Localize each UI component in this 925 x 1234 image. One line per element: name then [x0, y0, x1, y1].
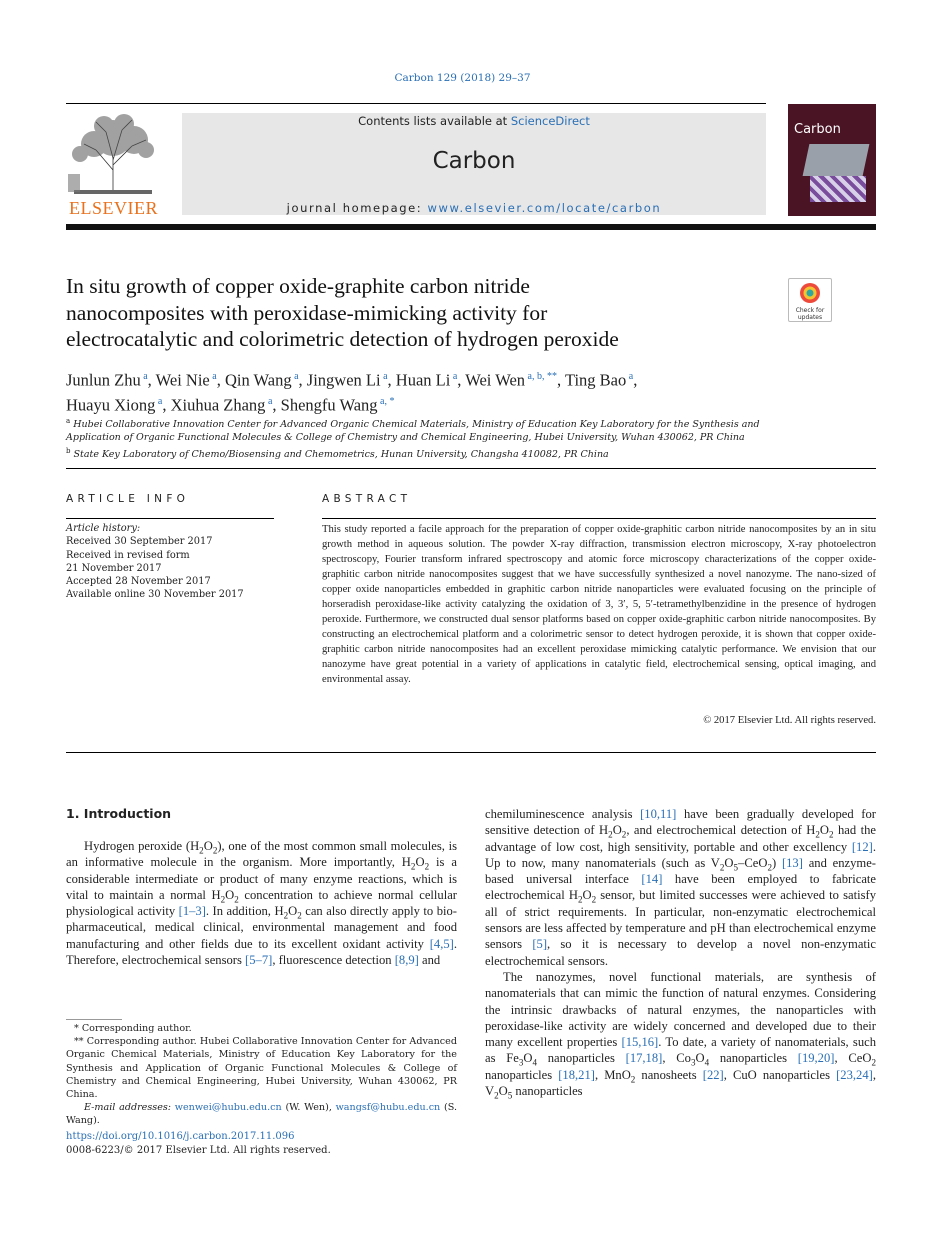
author-name[interactable]: Wei Nie [155, 370, 210, 390]
subscript: 5 [507, 1090, 513, 1101]
journal-title: Carbon [432, 148, 516, 174]
subscript: 2 [621, 829, 627, 840]
citation-link[interactable]: [5–7] [245, 953, 273, 968]
subscript: 5 [733, 862, 739, 873]
body-paragraph: Hydrogen peroxide $(H_2O_2)$, one of the most common small molecules, is an informative molecule in the organism. More importantly, $H_2O_2$ is a considerable intermediate or product of many enzyme reactions, which is vital to maintain a normal $H_2O_2$ concentration to achieve normal cellular physiological activity [1–3]. In addition, $H_2O_2$ can also directly apply to bio-pharmaceutical, medical clinical, environmental management and food manufacturing and other fields due to its excellent oxidant activity [4,5]. Therefore, electrochemical sensors [5–7], fluorescence detection [8,9] and [66, 839, 458, 968]
author-name[interactable]: Huayu Xiong [66, 395, 156, 414]
subscript: 3 [518, 1057, 524, 1068]
subscript: 2 [283, 910, 289, 921]
author-list [66, 366, 856, 415]
check-updates-line1: Check for [795, 307, 825, 314]
header-thick-rule [66, 224, 876, 230]
subscript: 2 [630, 1074, 636, 1085]
author-affiliation-mark[interactable]: a [155, 395, 163, 407]
citation-link[interactable]: [19,20] [797, 1051, 835, 1066]
header-rule [66, 103, 766, 104]
journal-reference[interactable]: Carbon 129 (2018) 29–37 [394, 72, 531, 84]
affiliation-b [66, 445, 786, 461]
issn-copyright: 0008-6223/© 2017 Elsevier Ltd. All rights reserved. [66, 1145, 331, 1156]
article-title [66, 273, 766, 353]
citation-link[interactable]: [23,24] [836, 1067, 873, 1082]
author-affiliation-mark[interactable]: a [209, 371, 217, 382]
subscript: 2 [815, 829, 820, 840]
author-affiliation-mark[interactable]: a [291, 371, 299, 382]
homepage-prefix: journal homepage: [286, 201, 428, 215]
subscript: 2 [871, 1057, 876, 1068]
article-history [66, 522, 274, 602]
cover-lattice [810, 176, 866, 202]
article-info-heading: ARTICLE INFO [66, 493, 190, 505]
title-line: In situ growth of copper oxide-graphite carbon nitride [66, 274, 530, 298]
author-affiliation-mark[interactable]: a [140, 371, 148, 382]
history-item: Received in revised form [66, 549, 190, 561]
body-column-left [66, 838, 457, 968]
subscript: 4 [532, 1057, 537, 1068]
contents-line [182, 114, 766, 128]
subscript: 2 [424, 861, 430, 872]
citation-link[interactable]: [13] [781, 855, 803, 870]
cover-graphic [803, 144, 870, 176]
footnote-corresponding-2: ** Corresponding author. Hubei Collaborative Innovation Center for Advanced Organic Chemical Materials, Ministry of Education Key Laboratory for the Synthesis and Application of Organic Functional Molecules & College of Chemistry and Chemical Engineering, Hubei University, Wuhan 430062, PR China. [66, 1036, 457, 1101]
abstract-heading: ABSTRACT [322, 493, 412, 505]
citation-link[interactable]: [5] [532, 937, 548, 952]
citation-link[interactable]: [14] [641, 872, 663, 887]
citation-link[interactable]: [18,21] [558, 1067, 595, 1082]
history-item: Received 30 September 2017 [66, 536, 213, 548]
history-label: Article history: [66, 523, 141, 534]
author-affiliation-mark[interactable]: a [265, 395, 273, 407]
authors-line-2: Huayu Xiong $^a$, Xiuhua Zhang $^a$, Shengfu Wang $^{a, *}$ [66, 395, 395, 414]
homepage-link[interactable]: www.elsevier.com/locate/carbon [427, 201, 662, 215]
subscript: 2 [767, 862, 772, 873]
check-updates-label [789, 308, 831, 321]
author-name[interactable]: Junlun Zhu [66, 370, 141, 390]
affiliation-a [66, 415, 786, 445]
abstract-rule [322, 518, 876, 519]
history-item: 21 November 2017 [66, 562, 162, 574]
authors-line-1: Junlun Zhu $^a$, Wei Nie $^a$, Qin Wang $^a$, Jingwen Li $^a$, Huan Li $^a$, Wei Wen $^{a, b, **}$, Ting Bao $^a$, [66, 370, 638, 390]
affiliation-mark: a [66, 417, 71, 425]
citation-link[interactable]: [10,11] [640, 807, 677, 821]
title-line: electrocatalytic and colorimetric detection of hydrogen peroxide [66, 327, 619, 351]
author-name[interactable]: Ting Bao [564, 370, 627, 390]
body-paragraph: The nanozymes, novel functional materials, are synthesis of nanomaterials that can mimic the function of natural enzymes. Considering the intrinsic drawbacks of natural enzymes, the nanoparticles with peroxidase-like activity are widely concerned and developed due to their many excellent properties [15,16]. To date, a variety of nanomaterials, such as $Fe_3O_4$ nanoparticles [17,18], $Co_3O_4$ nanoparticles [19,20], CeO$_2$ nanoparticles [18,21], MnO$_2$ nanosheets [22], CuO nanoparticles [23,24], $V_2O_5$ nanoparticles [485, 969, 877, 1101]
affiliation-text: Hubei Collaborative Innovation Center for Advanced Organic Chemical Materials, Ministry of Education Key Laboratory for the Synthesis and Application of Organic Functional Molecules & College of Chemistry and Chemical Engineering, Hubei University, Wuhan 430062, PR China [66, 419, 760, 444]
body-column-right [485, 806, 876, 1099]
subscript: 2 [591, 895, 597, 905]
footnote-emails [66, 1101, 457, 1127]
subscript: 2 [199, 845, 204, 856]
author-affiliation-mark[interactable]: a, b, ** [525, 371, 557, 382]
subscript: 2 [297, 910, 302, 921]
subscript: 2 [719, 862, 725, 873]
email-link-wang[interactable]: wangsf@hubu.edu.cn [335, 1102, 441, 1114]
affiliation-rule [66, 468, 876, 469]
author-affiliation-mark[interactable]: a, * [377, 395, 395, 407]
doi-link[interactable]: https://doi.org/10.1016/j.carbon.2017.11.096 [66, 1131, 295, 1142]
body-paragraph: chemiluminescence analysis [10,11] have been gradually developed for sensitive detection of $H_2O_2$, and electrochemical detection of $H_2O_2$ had the advantage of low cost, high sensitivity, portable and other excellency [12]. Up to now, many nanomaterials (such as $V_2O_5-CeO_2$) [13] and enzyme-based universal interface [14] have been employed to fabricate electrochemical $H_2O_2$ sensor, but limited successes were achieved to satisfy all of strict requirements. In particular, non-enzymatic electrochemical sensors are less affected by temperature and pH than electrochemical enzyme sensors [5], so it is necessary to develop a novel non-enzymatic electrochemical sensors. [485, 807, 877, 968]
author-name[interactable]: Huan Li [395, 370, 451, 390]
author-affiliation-mark[interactable]: a [626, 371, 634, 382]
author-name[interactable]: Qin Wang [224, 370, 292, 390]
affiliations [66, 415, 786, 461]
abstract-copyright: © 2017 Elsevier Ltd. All rights reserved. [703, 715, 876, 726]
history-item: Available online 30 November 2017 [66, 589, 244, 601]
email-label: E-mail addresses: [84, 1102, 175, 1114]
author-name[interactable]: Wei Wen [465, 370, 526, 390]
email-owner-wen: (W. Wen), [281, 1102, 336, 1114]
subscript: 2 [212, 845, 218, 856]
citation-link[interactable]: [15,16] [621, 1035, 659, 1050]
citation-link[interactable]: [4,5] [429, 936, 454, 951]
author-affiliation-mark[interactable]: a [380, 371, 388, 382]
email-owner-wang: (S. Wang). [66, 1102, 457, 1127]
author-affiliation-mark[interactable]: a [450, 371, 458, 382]
elsevier-wordmark: ELSEVIER [69, 198, 158, 218]
subscript: 2 [828, 829, 834, 840]
citation-link[interactable]: [1–3] [178, 904, 206, 919]
subscript: 2 [577, 895, 583, 905]
subscript: 2 [608, 829, 613, 840]
affiliation-text: State Key Laboratory of Chemo/Biosensing and Chemometrics, Hunan University, Changsha 410082, PR China [73, 448, 609, 460]
subscript: 4 [704, 1057, 710, 1068]
citation-link[interactable]: [22] [702, 1067, 724, 1082]
crossmark-icon [799, 282, 821, 304]
elsevier-logo[interactable] [66, 110, 161, 218]
author-name[interactable]: Xiuhua Zhang [170, 395, 266, 414]
subscript: 2 [494, 1090, 499, 1101]
subscript: 2 [220, 894, 226, 905]
history-item: Accepted 28 November 2017 [66, 576, 211, 588]
homepage-line [182, 201, 766, 215]
citation-link[interactable]: [12] [851, 839, 873, 854]
citation-link[interactable]: [17,18] [625, 1051, 663, 1066]
footnote-corresponding-1: * Corresponding author. [74, 1023, 192, 1034]
abstract-text: This study reported a facile approach for the preparation of copper oxide-graphitic carbon nitride nanocomposites by an in situ growth method in aqueous solution. The powder X-ray diffraction, transmission electron microscopy, X-ray photoelectron spectroscopy, Fourier transform infrared spectroscopy and atomic force microscopy characterizations of the copper oxide-graphitic carbon nitride nanocomposites suggest that we have successfully synthesized a novel nanozyme. The nano-sized of copper oxide nanoparticles embedded in graphitic carbon nitride nanoparticles were evaluated focusing on the principle of horseradish peroxidase-like activity catalyzing the oxidation of 3, 3′, 5, 5′-tetramethylbenzidine in the presence of hydrogen peroxide. Furthermore, we constructed dual sensor platforms based on copper oxide-graphitic carbon nitride nanocomposites. By constructing an electrochemical platform and a colorimetric sensor to detect hydrogen peroxide, it is shown that copper oxide-graphitic carbon nitride nanocomposites had an excellent peroxidase mimicking catalytic performance. We envision that our nanozyme have great potential in a variety of applications in catalytic field, electrochemical sensing, optical imaging, and environmental assay. [322, 524, 876, 685]
footnotes [66, 1022, 457, 1128]
footnote-rule [66, 1019, 122, 1020]
article-info-rule [66, 518, 274, 519]
author-name[interactable]: Shengfu Wang [280, 395, 378, 414]
subscript: 2 [234, 894, 239, 905]
citation-link[interactable]: [8,9] [394, 953, 419, 968]
author-name[interactable]: Jingwen Li [306, 370, 381, 390]
subscript: 3 [690, 1057, 696, 1068]
subscript: 2 [410, 861, 416, 872]
journal-cover-image[interactable] [788, 104, 876, 216]
check-updates-line2: updates [797, 313, 823, 321]
cover-title: Carbon [794, 122, 841, 137]
check-for-updates-button[interactable] [788, 278, 832, 322]
email-link-wen[interactable]: wenwei@hubu.edu.cn [174, 1102, 282, 1114]
contents-prefix: Contents lists available at [358, 114, 511, 128]
title-line: nanocomposites with peroxidase-mimicking activity for [66, 300, 548, 325]
affiliation-mark: b [66, 446, 71, 455]
abstract-bottom-rule [66, 752, 876, 753]
sciencedirect-link[interactable]: ScienceDirect [510, 114, 590, 128]
section-heading-introduction: 1. Introduction [66, 806, 172, 821]
